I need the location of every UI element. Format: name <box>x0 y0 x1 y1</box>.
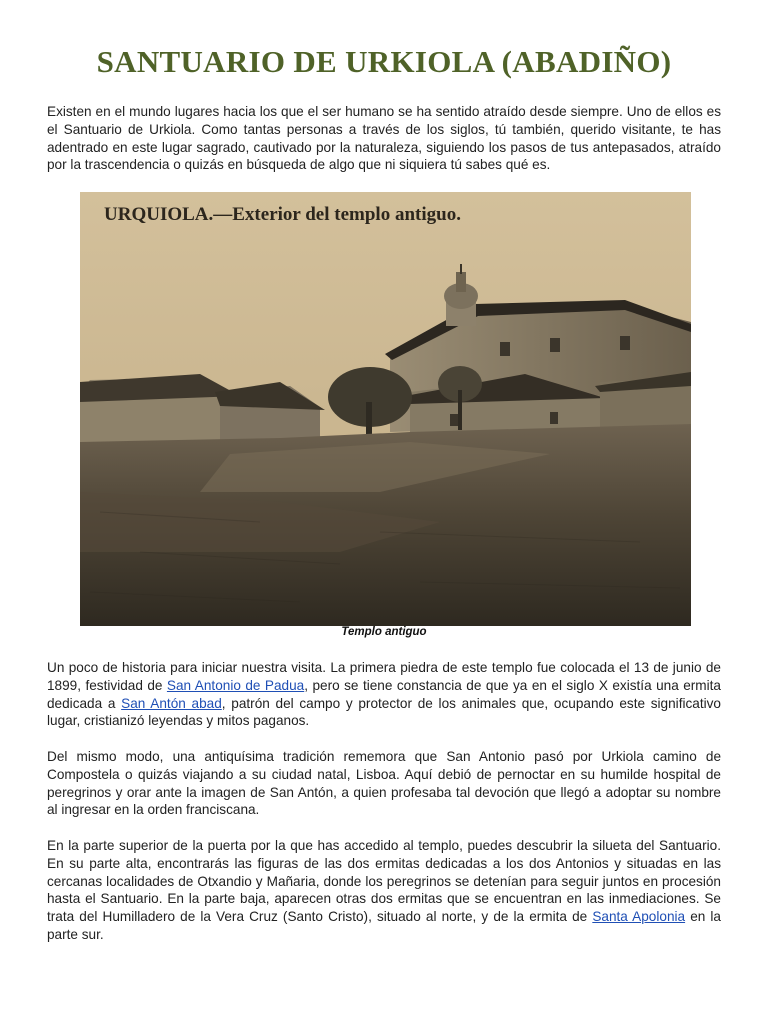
tradition-paragraph: Del mismo modo, una antiquísima tradición rememora que San Antonio pasó por Urkiola camino de Compostela o quizás viajando a su ciudad natal, Lisboa. Aquí debió de pernoctar en su humilde hospital de peregrinos y orar ante la imagen de San Antón, a quien profesaba tal devoción que llegó a adoptar su nombre al ingresar en la orden franciscana. <box>47 749 721 818</box>
photo-caption: Templo antiguo <box>341 626 427 638</box>
door-text-1: En la parte superior de la puerta por la que has accedido al templo, puedes descubrir la silueta del Santuario. En su parte alta, encontrarás las figuras de las dos ermitas dedicadas a los dos Antonios y situadas en las cercanas localidades de Otxandio y Mañaria, donde los peregrinos se detenían para seguir juntos en procesión hasta el Santuario. En la parte baja, aparecen otras dos ermitas que se encuentran en las inmediaciones. Se trata del Humilladero de la Vera Cruz (Santo Cristo), situado al norte, y de la ermita de <box>47 838 721 925</box>
intro-paragraph: Existen en el mundo lugares hacia los que el ser humano se ha sentido atraído desde siempre. Uno de ellos es el Santuario de Urkiola. Como tantas personas a través de los siglos, tú también, querido visitante, te has adentrado en este lugar sagrado, cautivado por la naturaleza, siguiendo los pasos de tus antepasados, atraído por la trascendencia o quizás en búsqueda de algo que ni siquiera tú sabes qué es. <box>47 104 721 173</box>
door-paragraph <box>47 837 721 944</box>
san-antonio-padua-link[interactable]: San Antonio de Padua <box>166 677 305 693</box>
history-text-3: , patrón del campo y protector de los animales que, ocupando este significativo lugar, cristianizó leyendas y mitos paganos. <box>47 695 721 729</box>
history-paragraph <box>47 659 721 730</box>
door-text-2: en la parte sur. <box>47 909 721 942</box>
photo-heading: URQUIOLA.—Exterior del templo antiguo. <box>104 204 461 225</box>
santa-apolonia-link[interactable]: Santa Apolonia <box>592 909 686 925</box>
page-title: SANTUARIO DE URKIOLA (ABADIÑO) <box>96 44 672 79</box>
history-text-1: Un poco de historia para iniciar nuestra visita. La primera piedra de este templo fue colocada el 13 de junio de 1899, festividad de <box>47 660 721 693</box>
history-text-2: , pero se tiene constancia de que ya en el siglo X existía una ermita dedicada a <box>47 677 721 711</box>
san-anton-abad-link[interactable]: San Antón abad <box>121 695 222 711</box>
historic-photo <box>80 192 691 626</box>
